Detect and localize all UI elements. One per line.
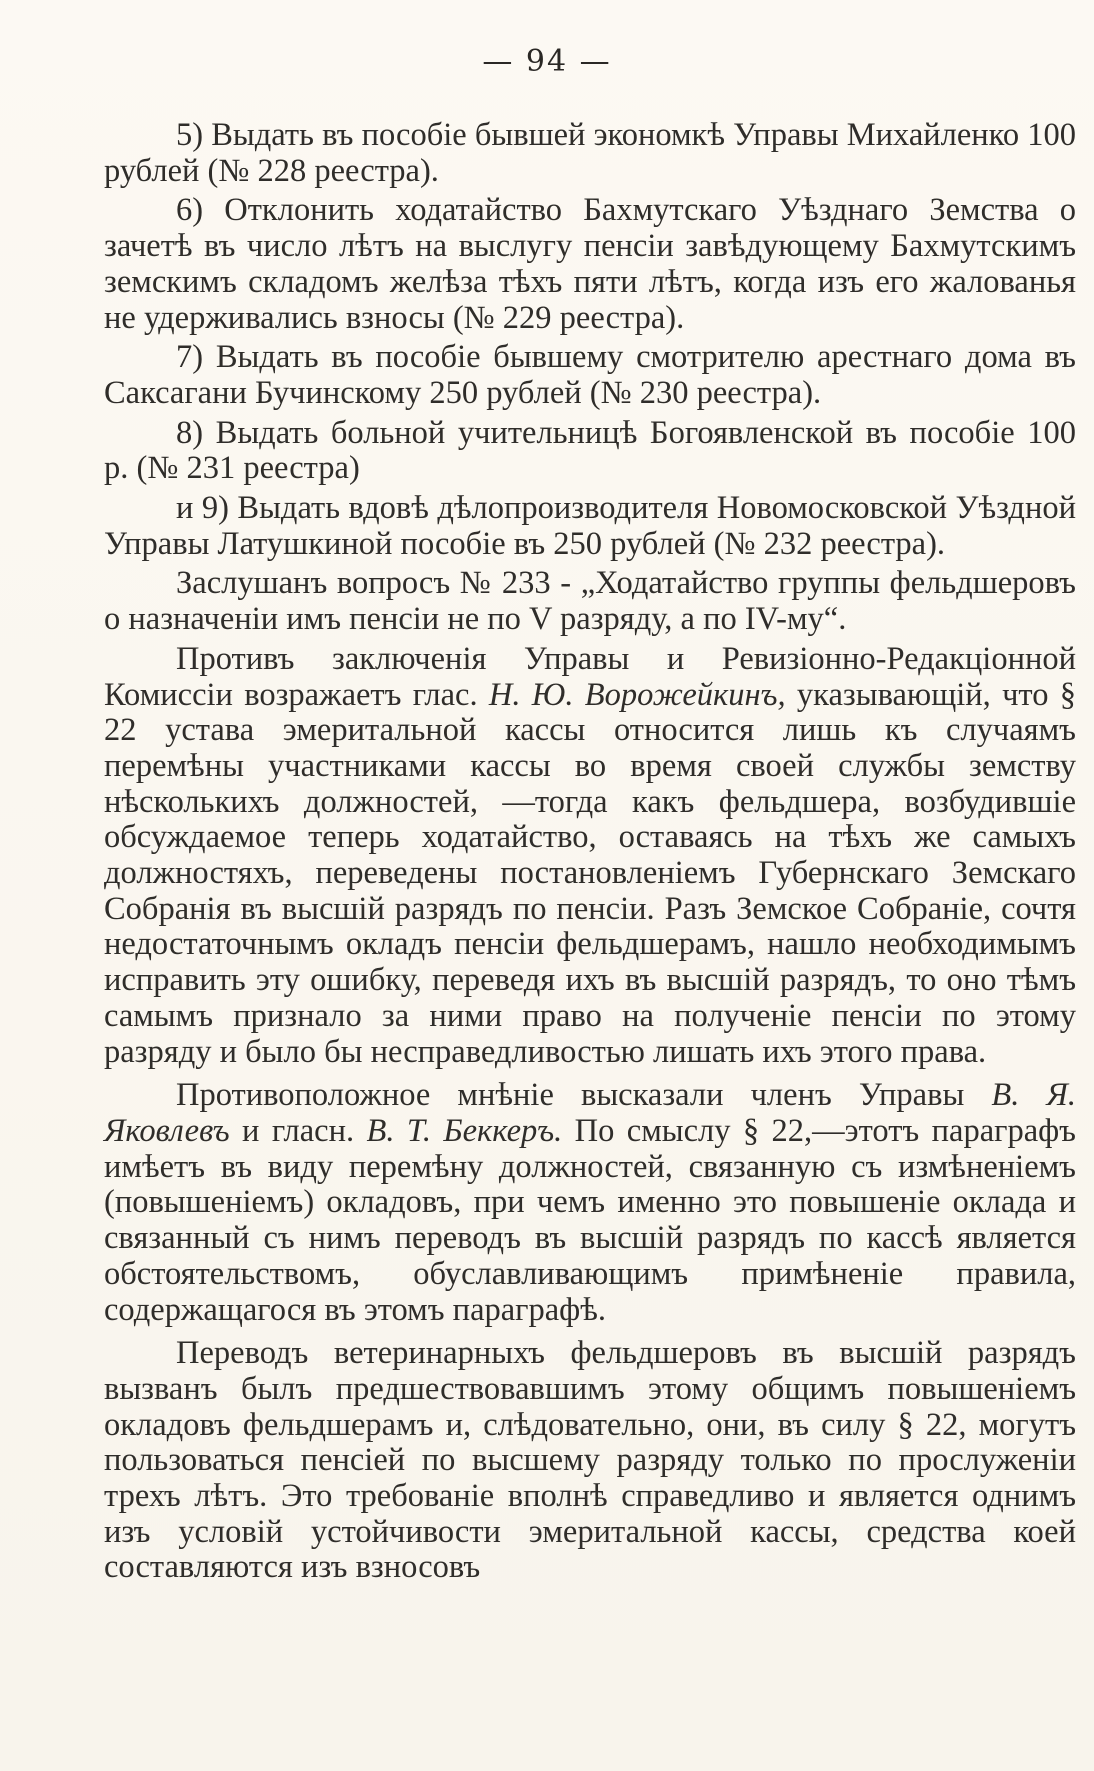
opposing-text-a: Противоположное мнѣніе высказали членъ Управы — [176, 1077, 992, 1114]
speaker-name: Н. Ю. Ворожейкинъ, — [488, 676, 786, 713]
paragraph-item-6: 6) Отклонить ходатайство Бахмутскаго Уѣзднаго Земства о зачетѣ въ число лѣтъ на выслугу пенсіи завѣдующему Бахмутскимъ земскимъ складомъ желѣза тѣхъ пяти лѣтъ, когда изъ его жалованья не удерживались взносы (№ 229 реестра). — [104, 192, 1076, 336]
objection-paragraph — [104, 642, 1076, 1070]
objection-text-b: указывающій, что § 22 устава эмеритальной кассы относится лишь къ случаямъ перемѣны участниками кассы во время своей службы земству нѣсколькихъ должностей, —тогда какъ фельдшера, возбудившіе обсуждаемое теперь ходатайство, оставаясь на тѣхъ же самыхъ должностяхъ, переведены постановленіемъ Губернскаго Земскаго Собранія въ высшій разрядъ по пенсіи. Разъ Земское Собраніе, сочтя недостаточнымъ окладъ пенсіи фельдшерамъ, нашло необходимымъ исправить эту ошибку, переведя ихъ въ высшій разрядъ, то оно тѣмъ самымъ признало за ними право на полученіе пенсіи по этому разряду и было бы несправедливостью лишать ихъ этого права. — [104, 676, 1076, 1070]
objection-text-a: Противъ заключенія Управы и Ревизіонно-Редакціонной Комиссіи возражаетъ глас. — [104, 640, 1076, 713]
body-text — [104, 118, 1076, 1586]
page-number: — 94 — — [482, 44, 612, 79]
veterinary-transfer-paragraph: Переводъ ветеринарныхъ фельдшеровъ въ высшій разрядъ вызванъ былъ предшествовавшимъ этому общимъ повышеніемъ окладовъ фельдшерамъ и, слѣдовательно, они, въ силу § 22, могутъ пользоваться пенсіей по высшему разряду только по прослуженіи трехъ лѣтъ. Это требованіе вполнѣ справедливо и является однимъ изъ условій устойчивости эмеритальной кассы, средства коей составляются изъ взносовъ — [104, 1335, 1076, 1586]
question-233-paragraph: Заслушанъ вопросъ № 233 - „Ходатайство группы фельдшеровъ о назначеніи имъ пенсіи не по V разряду, а по IV-му“. — [104, 565, 1076, 638]
paragraph-item-7: 7) Выдать въ пособіе бывшему смотрителю арестнаго дома въ Саксагани Бучинскому 250 рублей (№ 230 реестра). — [104, 339, 1076, 411]
speaker-name-yakovlev: В. Я. Яковлевъ — [104, 1077, 1076, 1149]
speaker-name-bekker: В. Т. Беккеръ. — [366, 1112, 563, 1149]
opposing-text-c: По смыслу § 22,—этотъ параграфъ имѣетъ въ виду перемѣну должностей, связанную съ измѣненіемъ (повышеніемъ) окладовъ, при чемъ именно это повышеніе оклада и связанный съ нимъ переводъ въ высшій разрядъ по кассѣ является обстоятельствомъ, обуславливающимъ примѣненіе правила, содержащагося въ этомъ параграфѣ. — [104, 1112, 1076, 1328]
paragraph-item-8: 8) Выдать больной учительницѣ Богоявленской въ пособіе 100 р. (№ 231 реестра) — [104, 414, 1076, 487]
opposing-opinion-paragraph — [104, 1078, 1076, 1328]
paragraph-item-5: 5) Выдать въ пособіе бывшей экономкѣ Управы Михайленко 100 рублей (№ 228 реестра). — [104, 117, 1076, 189]
opposing-text-b: и гласн. — [229, 1112, 367, 1149]
paragraph-item-9: и 9) Выдать вдовѣ дѣлопроизводителя Новомосковской Уѣздной Управы Латушкиной пособіе въ 250 рублей (№ 232 реестра). — [104, 490, 1076, 562]
